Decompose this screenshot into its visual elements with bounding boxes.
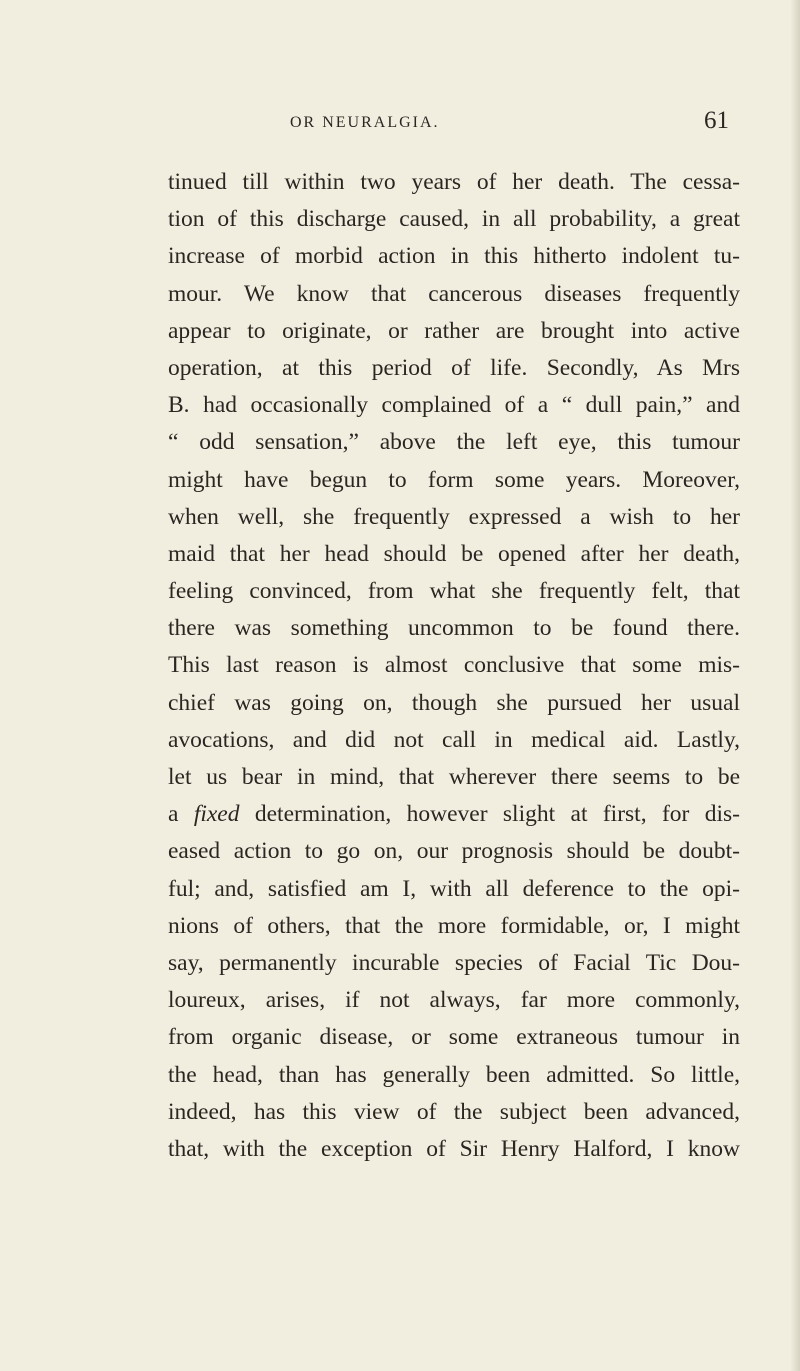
text-line: there was something uncommon to be found there. [168, 615, 740, 642]
text-line: avocations, and did not call in medical aid. Lastly, [168, 726, 740, 753]
text-line: tion of this discharge caused, in all probability, a great [168, 206, 740, 233]
text-line-with-italic [168, 796, 740, 833]
text-segment: determination, however slight at first, for dis- [239, 801, 740, 828]
text-line: from organic disease, or some extraneous tumour in [168, 1024, 740, 1051]
running-title: OR NEURALGIA. [290, 114, 440, 131]
running-head [0, 108, 800, 138]
text-line: maid that her head should be opened after her death, [168, 540, 740, 567]
text-line: loureux, arises, if not always, far more commonly, [168, 987, 740, 1014]
italic-word: fixed [193, 801, 240, 828]
text-line: B. had occasionally complained of a “ dull pain,” and [168, 392, 740, 419]
text-line: that, with the exception of Sir Henry Halford, I know [168, 1135, 740, 1162]
page-number: 61 [704, 107, 729, 134]
text-line: chief was going on, though she pursued her usual [168, 689, 740, 716]
text-line: operation, at this period of life. Secondly, As Mrs [168, 354, 740, 381]
text-line: when well, she frequently expressed a wish to her [168, 503, 740, 530]
text-line: tinued till within two years of her death. The cessa- [168, 169, 740, 195]
text-line: let us bear in mind, that wherever there seems to be [168, 764, 740, 790]
text-line: eased action to go on, our prognosis should be doubt- [168, 838, 740, 865]
text-line: might have begun to form some years. Moreover, [168, 466, 740, 493]
body-text [168, 164, 740, 1168]
text-line: indeed, has this view of the subject been advanced, [168, 1098, 740, 1125]
text-line: “ odd sensation,” above the left eye, this tumour [168, 429, 740, 456]
text-line: increase of morbid action in this hitherto indolent tu- [168, 243, 740, 270]
text-line: This last reason is almost conclusive that some mis- [168, 652, 740, 679]
text-line: the head, than has generally been admitted. So little, [168, 1061, 740, 1088]
text-line: say, permanently incurable species of Facial Tic Dou- [168, 949, 740, 976]
text-line: ful; and, satisfied am I, with all deference to the opi- [168, 875, 740, 902]
text-line: appear to originate, or rather are brought into active [168, 317, 740, 344]
text-line: mour. We know that cancerous diseases frequently [168, 280, 740, 307]
text-segment: a [168, 801, 194, 828]
page-edge-shadow [790, 0, 800, 1371]
text-line: nions of others, that the more formidable, or, I might [168, 912, 740, 939]
text-line: feeling convinced, from what she frequently felt, that [168, 578, 740, 605]
